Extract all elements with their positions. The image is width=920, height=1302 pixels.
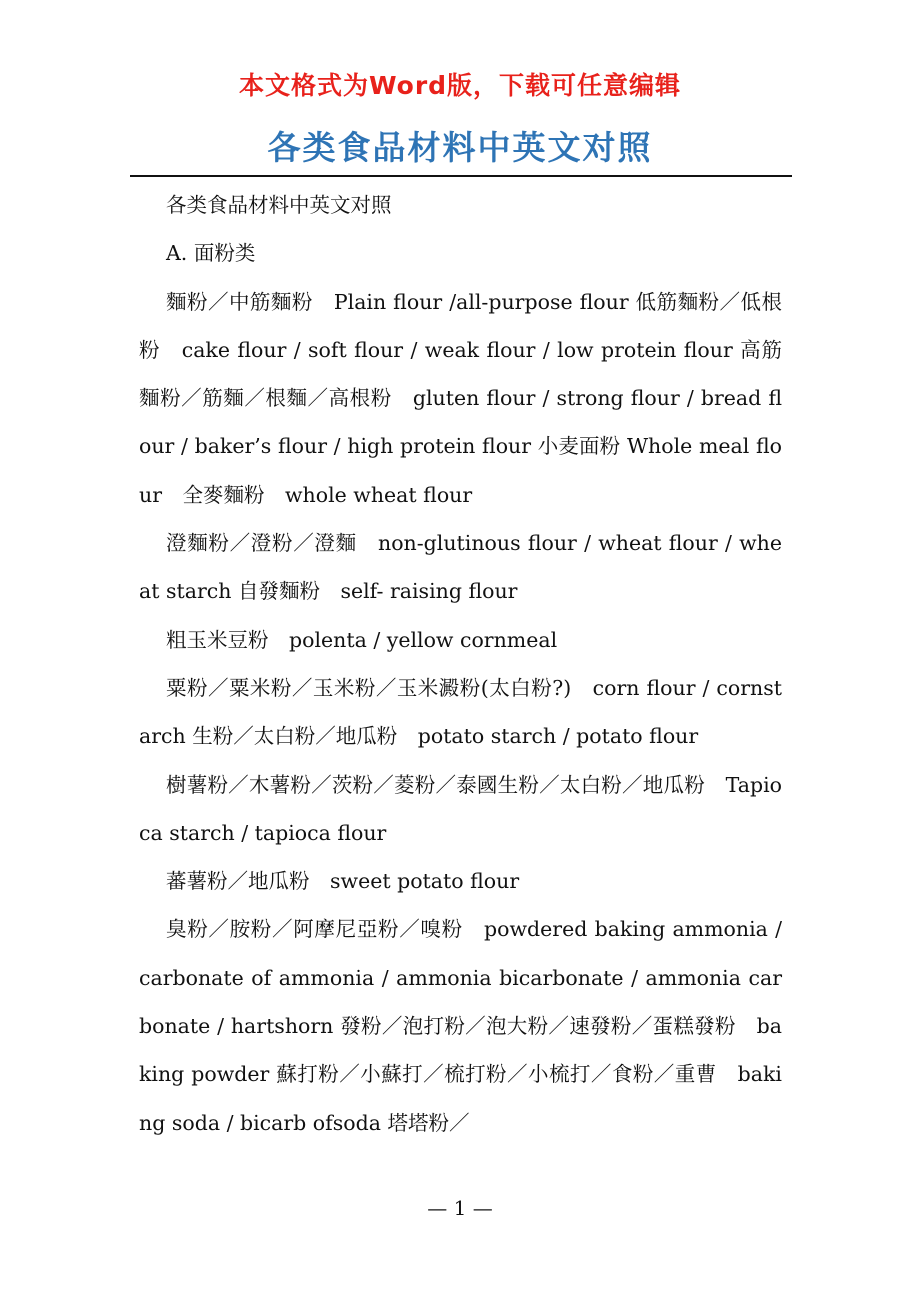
body-heading: 各类食品材料中英文对照 [166, 193, 392, 217]
document-body [139, 181, 782, 1147]
title-divider [130, 175, 792, 177]
section-heading: A. 面粉类 [166, 241, 256, 266]
glossary-paragraph: 臭粉／胺粉／阿摩尼亞粉／嗅粉 powdered baking ammonia / carbonate of ammonia / ammonia bicarbonate / ammonia carbonate / hartshorn 發粉／泡打粉／泡大粉／速發粉／蛋糕發粉 baking powder 蘇打粉／小蘇打／梳打粉／小梳打／食粉／重曹 baking soda / bicarb ofsoda 塔塔粉／ [139, 917, 782, 1135]
glossary-paragraph: 澄麵粉／澄粉／澄麵 non-glutinous flour / wheat flour / wheat starch 自發麵粉 self- raising flour [139, 531, 782, 604]
glossary-paragraph: 粗玉米豆粉 polenta / yellow cornmeal [166, 627, 558, 652]
glossary-paragraph: 樹薯粉／木薯粉／茨粉／菱粉／泰國生粉／太白粉／地瓜粉 Tapioca starch / tapioca flour [139, 772, 782, 845]
glossary-paragraph: 粟粉／粟米粉／玉米粉／玉米澱粉(太白粉?) corn flour / cornstarch 生粉／太白粉／地瓜粉 potato starch / potato flour [139, 675, 782, 749]
download-banner: 本文格式为Word版，下载可任意编辑 [238, 71, 682, 100]
page-number: — 1 — [427, 1196, 493, 1220]
document-title: 各类食品材料中英文对照 [267, 128, 653, 167]
glossary-paragraph: 蕃薯粉／地瓜粉 sweet potato flour [166, 869, 520, 894]
glossary-paragraph: 麵粉／中筋麵粉 Plain flour /all-purpose flour 低筋麵粉／低根粉 cake flour / soft flour / weak flour / low protein flour 高筋麵粉／筋麵／根麵／高根粉 gluten flour / strong flour / bread flour / baker’s flour / high protein flour 小麦面粉 Whole meal flour 全麥麵粉 whole wheat flour [139, 289, 782, 507]
